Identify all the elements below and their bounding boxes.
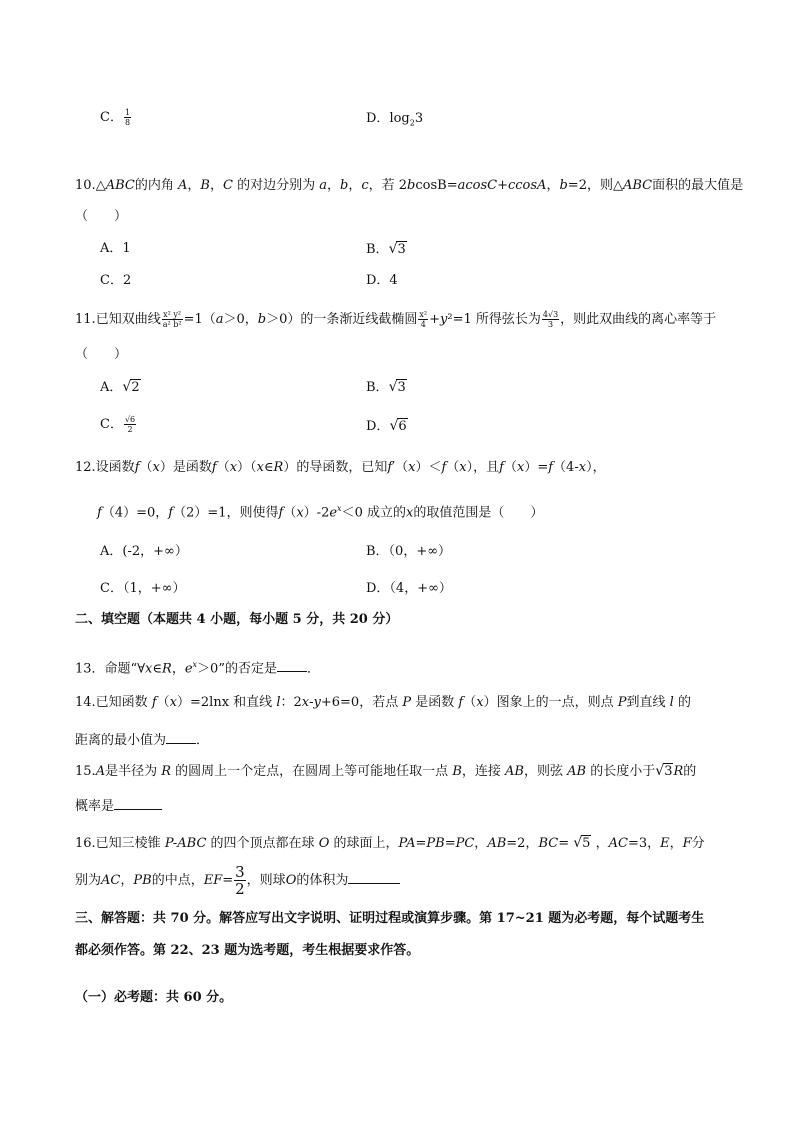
fraction-3-2: $\frac{3}{2}$ — [235, 863, 245, 898]
fraction-ellipse: $\frac{\text{x²}}{4}$ — [419, 310, 428, 329]
q10-option-c: C．2 — [100, 273, 132, 288]
q11-answer-paren: （ ） — [75, 347, 128, 362]
q15-stem-line2: 概率是 — [75, 798, 162, 816]
q12-option-d: D．（4，+∞） — [366, 581, 452, 596]
q16-stem-line1: 16.已知三棱锥 P-ABC 的四个顶点都在球 O 的球面上，PA=PB=PC，AB=2，BC= √5 ，AC=3，E，F分 — [75, 835, 705, 851]
q12-stem-line1: 12.设函数f（x）是函数f（x）（x∈R）的导函数，已知f′（x）＜f（x），且f（x）=f（4-x）， — [75, 460, 606, 475]
answer-blank[interactable] — [166, 743, 196, 744]
fraction-chord: $\frac{4√3}{3}$ — [542, 310, 559, 329]
subsection-required: （一）必考题：共 60 分。 — [75, 990, 233, 1005]
q10-stem: 10.△ABC的内角 A，B，C 的对边分别为 a，b，c，若 2bcosB=acosC+ccosA，b=2，则△ABC面积的最大值是 — [75, 178, 744, 193]
q10-option-d: D．4 — [366, 273, 398, 288]
answer-blank[interactable] — [114, 809, 162, 810]
q14-stem-line1: 14.已知函数 f（x）=2lnx 和直线 l：2x-y+6=0，若点 P 是函数 f（x）图象上的一点，则点 P到直线 l 的 — [75, 695, 691, 710]
section-3-heading-line1: 三、解答题：共 70 分。解答应写出文字说明、证明过程或演算步骤。第 17~21 题为必考题，每个试题考生 — [75, 911, 705, 926]
fraction-1-8: $\frac{1}{8}$ — [124, 108, 131, 127]
q10-answer-paren: （ ） — [75, 209, 128, 224]
q13-stem: 13．命题“∀x∈R，$e^x>0$”的否定是 ． — [75, 660, 320, 677]
q11-option-a: A．√2 — [100, 379, 140, 395]
q12-option-a: A．(-2，+∞） — [100, 544, 188, 559]
q11-option-c: C． $\frac{√6}{2}$ — [100, 415, 136, 434]
fraction-sqrt6-2: $\frac{√6}{2}$ — [124, 415, 136, 434]
q10-option-a: A．1 — [100, 241, 131, 256]
q12-option-c: C．（1，+∞） — [100, 581, 186, 596]
q11-stem: 11.已知双曲线 $\frac{\text{x² y²}}{\text{a² b²}}$ =1（a＞0，b＞0）的一条渐近线截椭圆 $\frac{\text{x²}}{4}$ +y²=1 所得弦长为 $\frac{4√3}{3}$ ，则此双曲线的离心率等于 — [75, 310, 717, 329]
fraction-hyperbola: $\frac{\text{x² y²}}{\text{a² b²}}$ — [162, 310, 182, 329]
section-3-heading-line2: 都必须作答。第 22、23 题为选考题，考生根据要求作答。 — [75, 943, 420, 958]
q15-stem-line1: 15.A是半径为 R 的圆周上一个定点，在圆周上等可能地任取一点 B，连接 AB，则弦 AB 的长度小于√3R的 — [75, 763, 697, 779]
answer-blank[interactable] — [348, 883, 400, 884]
q10-option-b: B．√3 — [366, 241, 406, 257]
q12-option-b: B．（0，+∞） — [366, 544, 452, 559]
q11-option-b: B．√3 — [366, 379, 406, 395]
q12-stem-line2: f（4）=0，f（2）=1，则使得$f(x)-2e^x<0$ 成立的x的取值范围是（ ） — [97, 504, 544, 521]
section-2-heading: 二、填空题（本题共 4 小题，每小题 5 分，共 20 分） — [75, 612, 399, 627]
q9-option-c: C． $\frac{1}{8}$ — [100, 108, 131, 127]
q9-option-d: D．$\log_23$ — [366, 111, 424, 128]
q14-stem-line2: 距离的最小值为 ． — [75, 733, 210, 748]
q11-option-d: D．√6 — [366, 418, 407, 434]
q16-stem-line2: 别为AC，PB的中点，EF= $\frac{3}{2}$ ，则球O的体积为 — [75, 864, 400, 898]
answer-blank[interactable] — [277, 671, 307, 672]
